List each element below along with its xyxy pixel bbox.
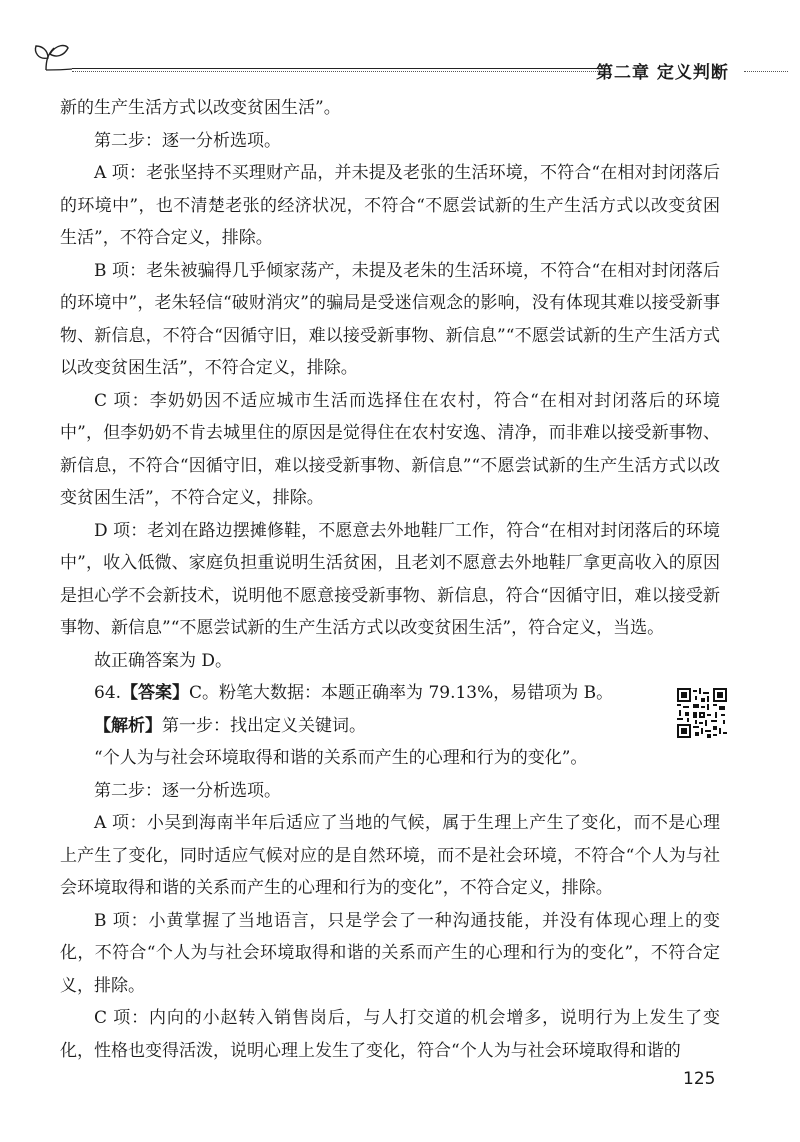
analysis-tag: 【解析】 [94, 715, 162, 736]
answer-line [60, 677, 720, 710]
paragraph: 新的生产生活方式以改变贫困生活”。 [60, 98, 341, 118]
page-body [60, 92, 720, 1067]
header-rule-right [744, 71, 788, 72]
leaf-icon [28, 40, 72, 70]
analysis-line [60, 710, 720, 743]
question-number: 64. [94, 683, 122, 703]
header-rule-dotted [72, 71, 602, 72]
paragraph: 第二步：逐一分析选项。 [94, 130, 281, 151]
paragraph: B 项：老朱被骗得几乎倾家荡产，未提及老朱的生活环境，不符合“在相对封闭落后的环境中”，老朱轻信“破财消灾”的骗局是受迷信观念的影响，没有体现其难以接受新事物、新信息，不符合“因循守旧，难以接受新事物、新信息”“不愿尝试新的生产生活方式以改变贫困生活”，不符合定义，排除。 [60, 260, 720, 378]
answer-tag: 【答案】 [121, 683, 190, 703]
answer-text: C。粉笔大数据：本题正确率为 79.13%，易错项为 B。 [189, 683, 614, 703]
paragraph: C 项：内向的小赵转入销售岗后，与人打交道的机会增多，说明行为上发生了变化，性格也变得活泼，说明心理上发生了变化，符合“个人为与社会环境取得和谐的 [60, 1008, 720, 1061]
page-header [28, 40, 788, 83]
chapter-title: 第二章 定义判断 [596, 63, 729, 83]
paragraph: C 项：李奶奶因不适应城市生活而选择住在农村，符合“在相对封闭落后的环境中”，但李奶奶不肯去城里住的原因是觉得住在农村安逸、清净，而非难以接受新事物、新信息，不符合“因循守旧，难以接受新事物、新信息”“不愿尝试新的生产生活方式以改变贫困生活”，不符合定义，排除。 [60, 390, 720, 508]
qr-code-icon[interactable] [677, 688, 727, 738]
paragraph: D 项：老刘在路边摆摊修鞋，不愿意去外地鞋厂工作，符合“在相对封闭落后的环境中”，收入低微、家庭负担重说明生活贫困，且老刘不愿意去外地鞋厂拿更高收入的原因是担心学不会新技术，说明他不愿意接受新事物、新信息，符合“因循守旧，难以接受新事物、新信息”“不愿尝试新的生产生活方式以改变贫困生活”，符合定义，当选。 [60, 520, 720, 638]
paragraph: 故正确答案为 D。 [94, 650, 233, 671]
paragraph: A 项：老张坚持不买理财产品，并未提及老张的生活环境，不符合“在相对封闭落后的环境中”，也不清楚老张的经济状况，不符合“不愿尝试新的生产生活方式以改变贫困生活”，不符合定义，排除。 [60, 163, 720, 248]
paragraph: B 项：小黄掌握了当地语言，只是学会了一种沟通技能，并没有体现心理上的变化，不符合“个人为与社会环境取得和谐的关系而产生的心理和行为的变化”，不符合定义，排除。 [60, 910, 720, 996]
analysis-text: 第一步：找出定义关键词。 [162, 715, 366, 736]
paragraph: “个人为与社会环境取得和谐的关系而产生的心理和行为的变化”。 [94, 748, 588, 768]
paragraph: A 项：小吴到海南半年后适应了当地的气候，属于生理上产生了变化，而不是心理上产生了变化，同时适应气候对应的是自然环境，而不是社会环境，不符合“个人为与社会环境取得和谐的关系而产生的心理和行为的变化”，不符合定义，排除。 [60, 813, 720, 898]
paragraph: 第二步：逐一分析选项。 [94, 780, 281, 801]
header-rule [72, 68, 602, 69]
page-number: 125 [683, 1069, 716, 1089]
